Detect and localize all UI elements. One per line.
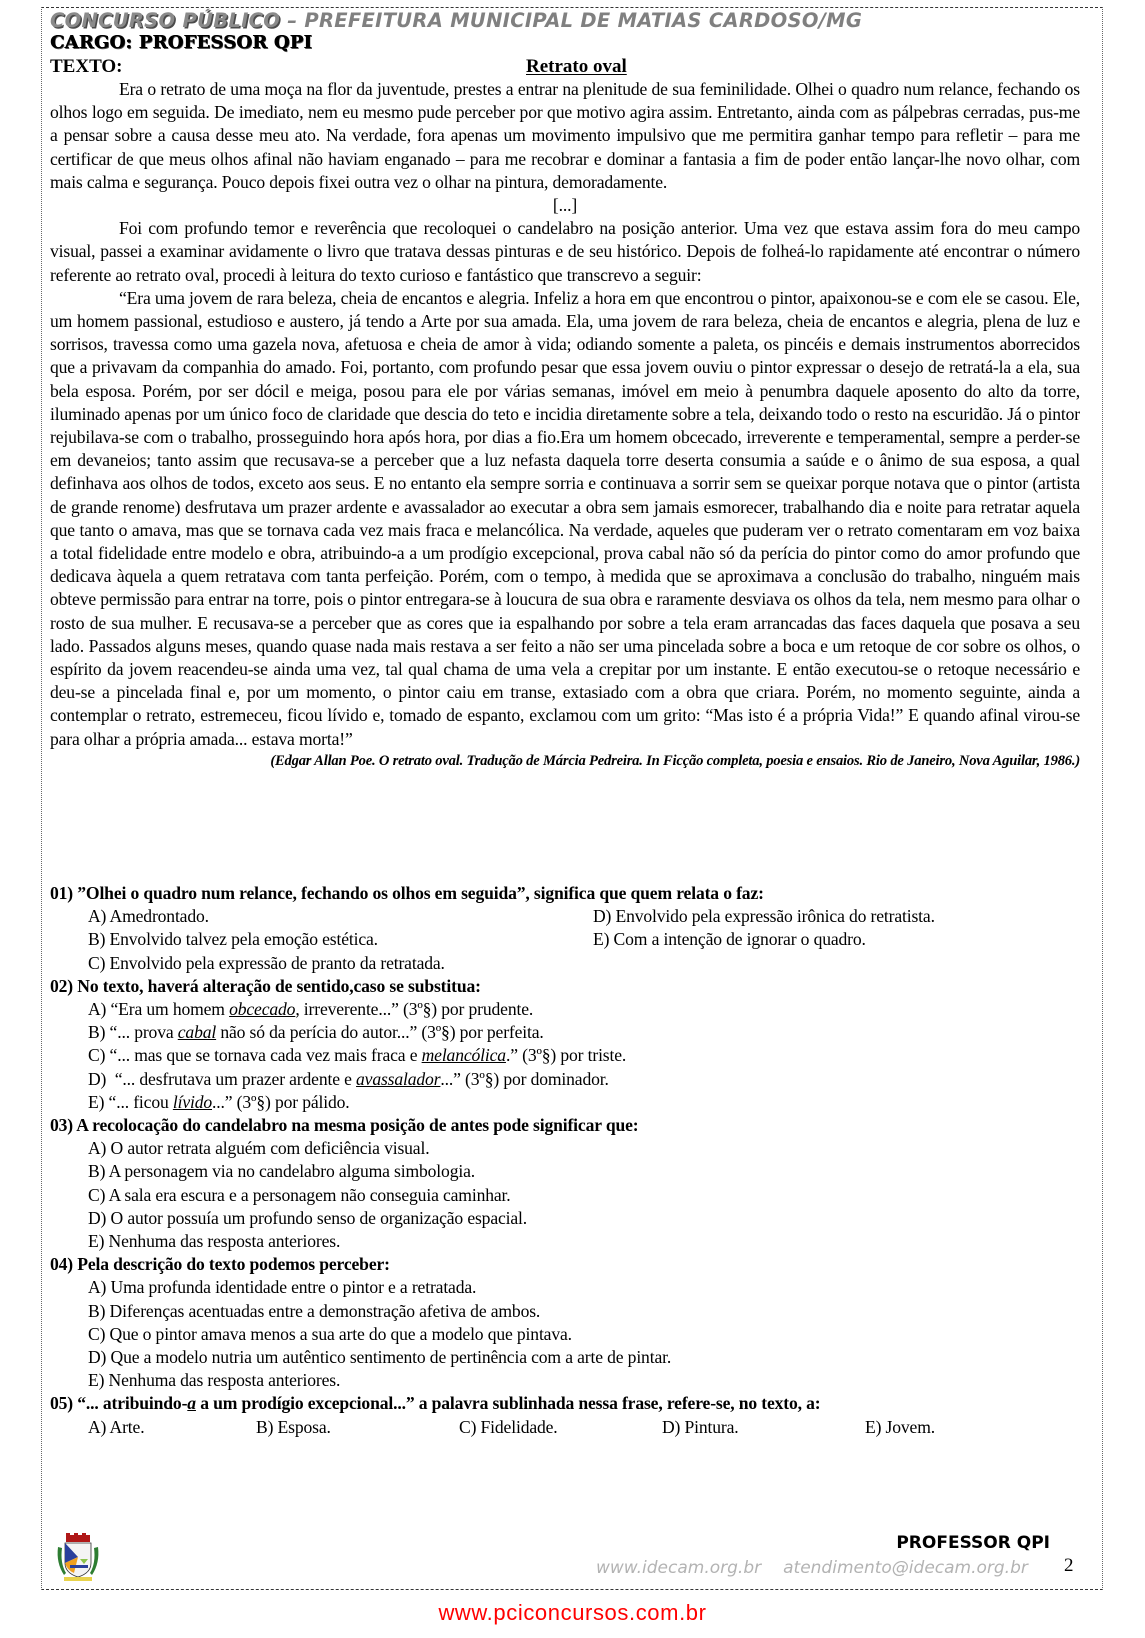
- option-a: A) Amedrontado.: [88, 906, 209, 927]
- coat-of-arms-icon: [54, 1533, 102, 1583]
- underlined-word: melancólica: [421, 1045, 506, 1066]
- option-d: D) O autor possuía um profundo senso de organização espacial.: [88, 1207, 528, 1228]
- question-4: 04) Pela descrição do texto podemos perceber:: [50, 1254, 390, 1275]
- reading-text: [50, 78, 1080, 771]
- option-a: A) Uma profunda identidade entre o pintor e a retratada.: [88, 1277, 477, 1298]
- paragraph: “Era uma jovem de rara beleza, cheia de encantos e alegria. Infeliz a hora em que encontrou o pintor, apaixonou-se e com ele se casou. Ele, um homem passional, estudioso e austero, já tendo a Arte por sua amada. Ela, uma jovem de rara beleza, cheia de encantos e alegria, plena de luz e sorrisos, travessa como uma gazela nova, afetuosa e cheia de amor à vida; odiando somente a paleta, os pincéis e demais instrumentos aborrecidos que a privavam da companhia do amado. Foi, portanto, com profundo pesar que essa jovem ouviu o pintor expressar o desejo de retratá-la a ela, sua bela esposa. Porém, por ser dócil e meiga, posou para ele por várias semanas, imóvel em meio à penumbra daquele aposento do alto da torre, iluminado apenas por um único foco de claridade que descia do teto e incidia diretamente sobre a tela, deixando todo o resto na escuridão. Já o pintor rejubilava-se com o trabalho, prosseguindo hora após hora, por dias a fio.Era um homem obcecado, irreverente e temperamental, sempre a perder-se em devaneios; tanto assim que recusava-se a perceber que a luz nefasta daquela torre deserta consumia a saúde e o ânimo de sua esposa, a qual definhava aos olhos de todos, exceto aos seus. E no entanto ela sempre sorria e continuava a sorrir sem se queixar porque notava que o pintor (artista de grande renome) desfrutava um prazer ardente e avassalador ao executar a obra sem jamais esmorecer, trabalhando dia e noite para retratar aquela que tanto o amava, mas que se tornava cada vez mais fraca e melancólica. Na verdade, aqueles que puderam ver o retrato comentaram em voz baixa a total fidelidade entre modelo e obra, atribuindo-a a um prodígio excepcional, prova cabal não só da perícia do pintor como do amor profundo que dedicava àquela a quem retratava com tanta perfeição. Porém, com o tempo, à medida que se aproximava a conclusão do trabalho, ninguém mais obteve permissão para entrar na torre, pois o pintor entregara-se à loucura de sua obra e raramente desviava os olhos da tela, nem mesmo para olhar o rosto de sua mulher. E recusava-se a perceber que as cores que ia espalhando por sobre a tela eram arrancadas das faces daquela que posava a seu lado. Passados alguns meses, quando quase nada mais restava a ser feito a não ser uma pincelada sobre a boca e um retoque de cor sobre os olhos, o espírito da jovem reacendeu-se ainda uma vez, tal qual chama de uma vela a crepitar por um instante. E então executou-se o retoque necessário e deu-se a pincelada final e, por um momento, o pintor caiu em transe, extasiado com a obra que criara. Porém, no momento seguinte, ainda a contemplar o retrato, estremeceu, ficou lívido e, tomado de espanto, exclamou com um grito: “Mas isto é a própria Vida!” E quando afinal virou-se para olhar a própria amada... estava morta!”: [50, 287, 1080, 749]
- question-5: 05) “... atribuindo-a a um prodígio excepcional...” a palavra sublinhada nessa frase, refere-se, no texto, a:: [50, 1393, 821, 1414]
- ellipsis-marker: [...]: [552, 195, 578, 216]
- option-d: D) Pintura.: [662, 1416, 739, 1437]
- text-title: Retrato oval: [526, 56, 627, 77]
- question-3: 03) A recolocação do candelabro na mesma posição de antes pode significar que:: [50, 1115, 639, 1136]
- option-d: D) Que a modelo nutria um autêntico sentimento de pertinência com a arte de pintar.: [88, 1347, 672, 1368]
- question-2: 02) No texto, haverá alteração de sentido,caso se substitua:: [50, 975, 481, 996]
- citation: (Edgar Allan Poe. O retrato oval. Tradução de Márcia Pedreira. In Ficção completa, poesia e ensaios. Rio de Janeiro, Nova Aguilar, 1986.): [270, 752, 1080, 769]
- option-d: D) Envolvido pela expressão irônica do retratista.: [593, 906, 935, 927]
- option-c: C) Envolvido pela expressão de pranto da retratada.: [88, 952, 445, 973]
- option-a: A) O autor retrata alguém com deficiência visual.: [88, 1138, 430, 1159]
- question-5-options: [50, 1416, 1085, 1439]
- option-d: D) “... desfrutava um prazer ardente e avassalador...” (3º§) por dominador.: [88, 1068, 609, 1089]
- source-watermark-link[interactable]: www.pciconcursos.com.br: [438, 1600, 707, 1625]
- option-e: E) Nenhuma das resposta anteriores.: [88, 1231, 341, 1252]
- option-e: E) Com a intenção de ignorar o quadro.: [593, 929, 866, 950]
- email-link[interactable]: atendimento@idecam.org.br: [783, 1558, 1028, 1578]
- questions-section: [50, 882, 1085, 1439]
- cargo-heading: CARGO: PROFESSOR QPI: [50, 32, 313, 53]
- footer-role: PROFESSOR QPI: [896, 1533, 1050, 1553]
- option-b: B) Esposa.: [256, 1416, 331, 1437]
- option-e: E) Nenhuma das resposta anteriores.: [88, 1370, 341, 1391]
- option-e: E) “... ficou lívido...” (3º§) por pálido.: [88, 1091, 350, 1112]
- website-link[interactable]: www.idecam.org.br: [596, 1558, 762, 1578]
- underlined-word: a: [187, 1393, 196, 1414]
- option-b: B) A personagem via no candelabro alguma simbologia.: [88, 1161, 475, 1182]
- question-1-options: [50, 905, 1085, 975]
- text-label: TEXTO:: [50, 56, 123, 77]
- paragraph: Era o retrato de uma moça na flor da juventude, prestes a entrar na plenitude de sua feminilidade. Olhei o quadro num relance, fechando os olhos logo em seguida. De imediato, nem eu mesmo pude perceber por que motivo agira assim. Entretanto, ainda com as pálpebras cerradas, pus-me a pensar sobre a causa desse meu ato. Na verdade, fora apenas um movimento impulsivo que me permitira ganhar tempo para refletir – para me certificar de que meus olhos afinal não haviam enganado – para me recobrar e dominar a fantasia a fim de poder então lançar-lhe novo olhar, com mais calma e segurança. Pouco depois fixei outra vez o olhar na pintura, demoradamente.: [50, 79, 1080, 192]
- option-c: C) A sala era escura e a personagem não conseguia caminhar.: [88, 1184, 511, 1205]
- underlined-word: lívido: [172, 1091, 213, 1112]
- option-c: C) “... mas que se tornava cada vez mais fraca e melancólica.” (3º§) por triste.: [88, 1045, 627, 1066]
- option-b: B) “... prova cabal não só da perícia do autor...” (3º§) por perfeita.: [88, 1022, 544, 1043]
- footer-contacts: [596, 1558, 1028, 1578]
- exam-header: [50, 9, 862, 32]
- option-c: C) Que o pintor amava menos a sua arte do que a modelo que pintava.: [88, 1323, 572, 1344]
- underlined-word: obcecado: [229, 999, 296, 1020]
- option-e: E) Jovem.: [865, 1416, 935, 1437]
- exam-organization: – PREFEITURA MUNICIPAL DE MATIAS CARDOSO/MG: [280, 9, 863, 32]
- coat-of-arms-logo: [54, 1533, 102, 1583]
- option-b: B) Envolvido talvez pela emoção estética.: [88, 929, 378, 950]
- paragraph: Foi com profundo temor e reverência que recoloquei o candelabro na posição anterior. Uma vez que estava assim fora do meu campo visual, passei a examinar avidamente o livro que tratava dessas pinturas e de seu histórico. Depois de folheá-lo rapidamente até encontrar o número referente ao retrato oval, procedi à leitura do texto curioso e fantástico que transcrevo a seguir:: [50, 218, 1080, 285]
- option-b: B) Diferenças acentuadas entre a demonstração afetiva de ambos.: [88, 1300, 541, 1321]
- option-a: A) Arte.: [88, 1416, 145, 1437]
- option-c: C) Fidelidade.: [459, 1416, 558, 1437]
- question-1: 01) ”Olhei o quadro num relance, fechando os olhos em seguida”, significa que quem relata o faz:: [50, 883, 764, 903]
- exam-label: CONCURSO PÚBLICO: [50, 9, 281, 32]
- underlined-word: cabal: [177, 1022, 217, 1043]
- page-number: 2: [1064, 1555, 1074, 1576]
- option-a: A) “Era um homem obcecado, irreverente...” (3º§) por prudente.: [88, 999, 534, 1020]
- underlined-word: avassalador: [356, 1068, 441, 1089]
